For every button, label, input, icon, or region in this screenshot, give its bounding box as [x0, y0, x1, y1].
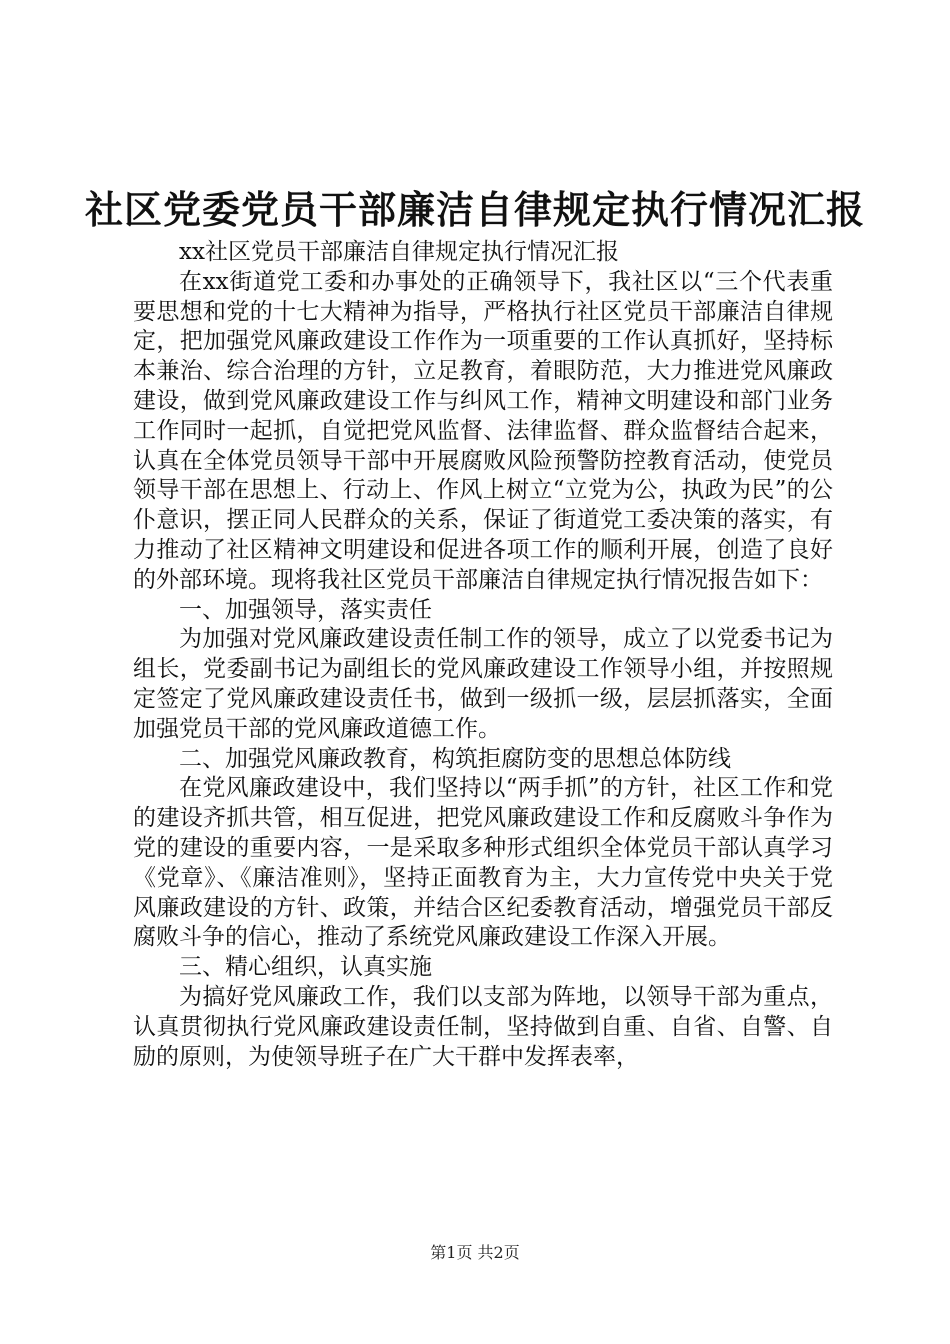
section-heading-2: 二、加强党风廉政教育，构筑拒腐防变的思想总体防线	[179, 745, 731, 772]
document-body	[133, 238, 833, 1072]
section-heading-3: 三、精心组织，认真实施	[179, 954, 432, 981]
paragraph-section-2: 在党风廉政建设中，我们坚持以“两手抓”的方针，社区工作和党的建设齐抓共管，相互促进，把党风廉政建设工作和反腐败斗争作为党的建设的重要内容，一是采取多种形式组织全体党员干部认真学习《党章》、《廉洁准则》，坚持正面教育为主，大力宣传党中央关于党风廉政建设的方针、政策，并结合区纪委教育活动，增强党员干部反腐败斗争的信心，推动了系统党风廉政建设工作深入开展。	[133, 775, 833, 951]
page-number-footer: 第1页 共2页	[430, 1243, 520, 1262]
paragraph-subtitle: xx社区党员干部廉洁自律规定执行情况汇报	[179, 239, 619, 265]
document-title: 社区党委党员干部廉洁自律规定执行情况汇报	[84, 187, 865, 232]
paragraph-intro: 在xx街道党工委和办事处的正确领导下，我社区以“三个代表重要思想和党的十七大精神为指导，严格执行社区党员干部廉洁自律规定，把加强党风廉政建设工作作为一项重要的工作认真抓好，坚持标本兼治、综合治理的方针，立足教育，着眼防范，大力推进党风廉政建设，做到党风廉政建设工作与纠风工作，精神文明建设和部门业务工作同时一起抓，自觉把党风监督、法律监督、群众监督结合起来，认真在全体党员领导干部中开展腐败风险预警防控教育活动，使党员领导干部在思想上、行动上、作风上树立“立党为公，执政为民”的公仆意识，摆正同人民群众的关系，保证了街道党工委决策的落实，有力推动了社区精神文明建设和促进各项工作的顺利开展，创造了良好的外部环境。现将我社区党员干部廉洁自律规定执行情况报告如下：	[133, 268, 833, 593]
paragraph-section-1: 为加强对党风廉政建设责任制工作的领导，成立了以党委书记为组长，党委副书记为副组长的党风廉政建设工作领导小组，并按照规定签定了党风廉政建设责任书，做到一级抓一级，层层抓落实，全面加强党员干部的党风廉政道德工作。	[133, 626, 833, 742]
section-heading-1: 一、加强领导，落实责任	[179, 596, 432, 623]
paragraph-section-3: 为搞好党风廉政工作，我们以支部为阵地，以领导干部为重点，认真贯彻执行党风廉政建设责任制，坚持做到自重、自省、自警、自励的原则，为使领导班子在广大干群中发挥表率，	[133, 983, 833, 1070]
